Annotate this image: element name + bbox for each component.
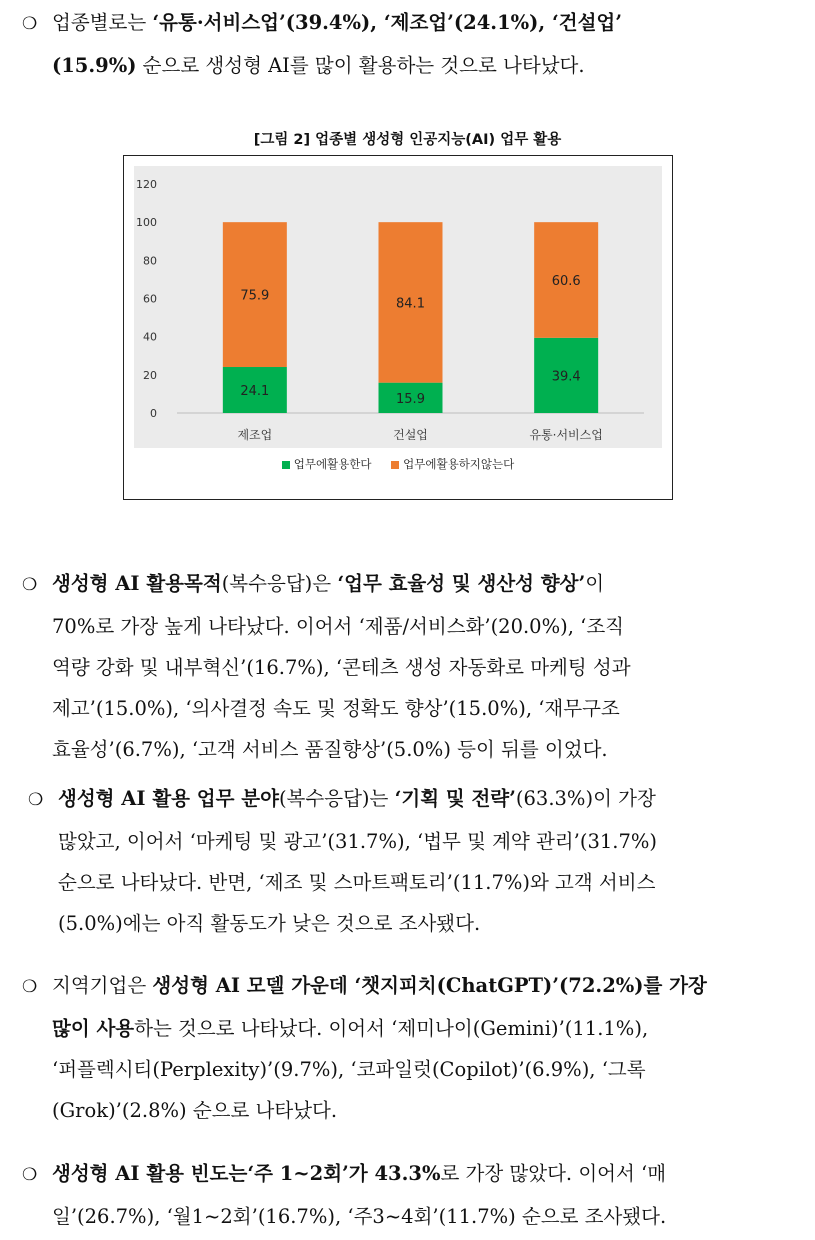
- chart-legend: [124, 456, 672, 472]
- paragraph-line: [28, 778, 810, 821]
- y-tick-label: 100: [136, 216, 157, 230]
- paragraph-line: [22, 45, 804, 86]
- chart-frame: [123, 155, 673, 500]
- bullet-circle-icon: ❍: [22, 14, 38, 34]
- paragraph-line: 효율성’(6.7%), ‘고객 서비스 품질향상’(5.0%) 등이 뒤를 이었다.: [52, 738, 608, 761]
- bold-text: (15.9%): [52, 54, 137, 77]
- bold-text: ‘주 1~2회’가 43.3%: [247, 1162, 441, 1185]
- data-label: 24.1: [240, 384, 270, 400]
- paragraph-industry-summary: [22, 2, 804, 86]
- paragraph-line: 역량 강화 및 내부혁신’(16.7%), ‘콘테츠 생성 자동화로 마케팅 성과: [52, 656, 631, 679]
- data-label: 15.9: [396, 391, 425, 407]
- paragraph-line: 제고’(15.0%), ‘의사결정 속도 및 정확도 향상’(15.0%), ‘재무구조: [52, 697, 620, 720]
- stacked-bar-chart: [124, 156, 672, 499]
- paragraph-line: 순으로 나타났다. 반면, ‘제조 및 스마트팩토리’(11.7%)와 고객 서비스: [58, 871, 656, 894]
- paragraph-line: 많았고, 이어서 ‘마케팅 및 광고’(31.7%), ‘법무 및 계약 관리’(31.7%): [58, 830, 658, 853]
- paragraph-line: (5.0%)에는 아직 활동도가 낮은 것으로 조사됐다.: [58, 912, 481, 935]
- text: 로 가장 많았다. 이어서 ‘매: [440, 1162, 667, 1185]
- bullet-circle-icon: ❍: [28, 790, 44, 810]
- x-tick-label: 제조업: [237, 428, 273, 442]
- rich-text-line: [52, 974, 707, 997]
- bold-text: ‘업무 효율성 및 생산성 향상’: [337, 572, 586, 595]
- paragraph-line: [22, 1153, 804, 1196]
- paragraph-ai-models: [22, 965, 804, 1131]
- bold-text: ‘유통·서비스업’(39.4%), ‘제조업’(24.1%), ‘건설업’: [152, 11, 623, 34]
- paragraph-usage-purpose: [22, 563, 804, 770]
- y-tick-label: 60: [143, 292, 157, 306]
- y-tick-label: 80: [143, 254, 157, 268]
- data-label: 60.6: [551, 273, 581, 289]
- data-label: 75.9: [240, 288, 270, 304]
- legend-item-not-used: [391, 456, 514, 472]
- paragraph-work-area: [28, 778, 810, 944]
- paragraph-line: [22, 563, 804, 606]
- bullet-circle-icon: ❍: [22, 1165, 38, 1185]
- bullet-circle-icon: ❍: [22, 977, 38, 997]
- paragraph-line: [22, 2, 804, 45]
- paragraph-line: [22, 965, 804, 1008]
- bold-text: 생성형 AI 활용목적: [52, 572, 222, 595]
- text: 이: [585, 572, 605, 595]
- legend-label: 업무에활용한다: [293, 457, 372, 471]
- bold-text: 생성형 AI 활용 빈도는: [52, 1162, 248, 1185]
- rich-text-line: [52, 1017, 648, 1040]
- rich-text-line: [52, 1162, 666, 1185]
- rich-text-line: [58, 787, 656, 810]
- text: 지역기업은: [52, 974, 153, 997]
- bold-text: 생성형 AI 모델 가운데 ‘챗지피치(ChatGPT)’(72.2%)를 가장: [152, 974, 707, 997]
- bold-text: ‘기획 및 전략’: [394, 787, 516, 810]
- text: (복수응답)은: [221, 572, 338, 595]
- paragraph-line: (Grok)’(2.8%) 순으로 나타났다.: [52, 1099, 338, 1122]
- text: (63.3%)이 가장: [515, 787, 656, 810]
- text: 하는 것으로 나타났다. 이어서 ‘제미나이(Gemini)’(11.1%),: [134, 1017, 649, 1040]
- paragraph-line: ‘퍼플렉시티(Perplexity)’(9.7%), ‘코파일럿(Copilot)’(6.9%), ‘그록: [52, 1058, 646, 1081]
- text: 순으로 생성형 AI를 많이 활용하는 것으로 나타났다.: [136, 54, 585, 77]
- paragraph-line: [22, 1008, 804, 1049]
- data-label: 84.1: [396, 296, 425, 312]
- figure-title: [그림 2] 업종별 생성형 인공지능(AI) 업무 활용: [253, 132, 562, 148]
- legend-label: 업무에활용하지않는다: [403, 457, 515, 471]
- y-tick-label: 0: [150, 407, 157, 420]
- rich-text-line: [52, 54, 585, 77]
- legend-swatch-green: [282, 461, 290, 469]
- rich-text-line: [52, 572, 604, 595]
- paragraph-line: 70%로 가장 높게 나타났다. 이어서 ‘제품/서비스화’(20.0%), ‘조직: [52, 615, 624, 638]
- paragraph-usage-frequency: [22, 1153, 804, 1237]
- legend-item-used: [282, 456, 372, 472]
- text: 업종별로는: [52, 11, 153, 34]
- legend-swatch-orange: [391, 461, 399, 469]
- bold-text: 생성형 AI 활용 업무 분야: [58, 787, 279, 810]
- text: (복수응답)는: [278, 787, 395, 810]
- y-tick-label: 20: [143, 368, 157, 382]
- y-tick-label: 120: [136, 178, 157, 191]
- bullet-circle-icon: ❍: [22, 575, 38, 595]
- rich-text-line: [52, 11, 622, 34]
- y-tick-label: 40: [143, 330, 157, 344]
- x-tick-label: 건설업: [393, 428, 428, 442]
- data-label: 39.4: [551, 369, 581, 385]
- paragraph-line: 일’(26.7%), ‘월1~2회’(16.7%), ‘주3~4회’(11.7%) 순으로 조사됐다.: [52, 1205, 667, 1228]
- bold-text: 많이 사용: [52, 1017, 135, 1040]
- x-tick-label: 유통·서비스업: [529, 428, 603, 442]
